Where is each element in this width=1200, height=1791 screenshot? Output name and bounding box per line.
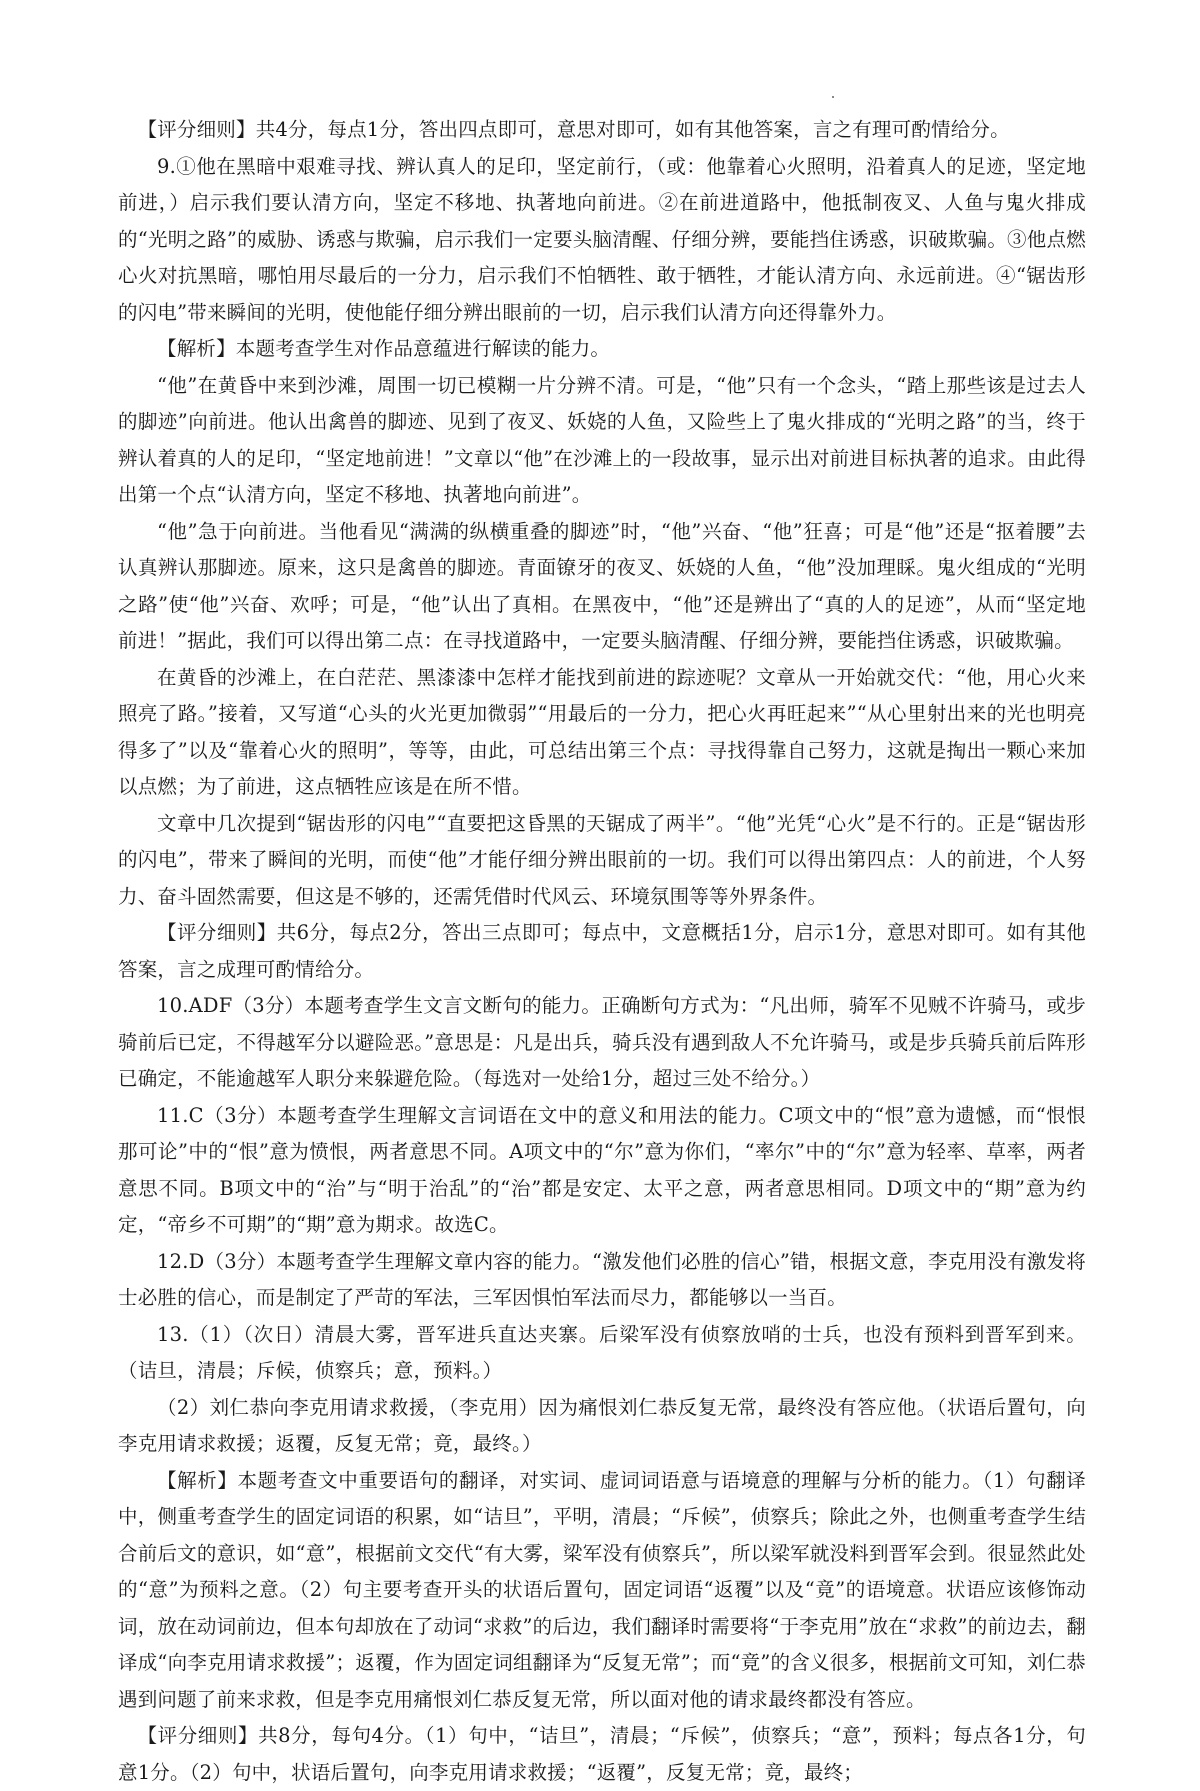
answer-10-paragraph: 10.ADF（3分）本题考查学生文言文断句的能力。正确断句方式为：“凡出师，骑军不见贼不许骑马，或步骑前后已定，不得越军分以避险恶。”意思是：凡是出兵，骑兵没有遇到敌人不允许骑马，或是步兵骑兵前后阵形已确定，不能逾越军人职分来躲避危险。（每选对一处给1分，超过三处不给分。）: [118, 994, 1086, 1090]
analysis-9-point-3: 在黄昏的沙滩上，在白茫茫、黑漆漆中怎样才能找到前进的踪迹呢？文章从一开始就交代：“他，用心火来照亮了路。”接着，又写道“心头的火光更加微弱”“用最后的一分力，把心火再旺起来”“从心里射出来的光也明亮得多了”以及“靠着心火的照明”，等等，由此，可总结出第三个点：寻找得靠自己努力，这就是掏出一颗心来加以点燃；为了前进，这点牺牲应该是在所不惜。: [118, 665, 1086, 798]
document-page: [118, 112, 1086, 1791]
scoring-rules-paragraph: 【评分细则】共4分，每点1分，答出四点即可，意思对即可，如有其他答案，言之有理可酌情给分。: [137, 118, 1010, 141]
scan-speck: [832, 96, 834, 98]
answer-12-paragraph: 12.D（3分）本题考查学生理解文章内容的能力。“激发他们必胜的信心”错，根据文意，李克用没有激发将士必胜的信心，而是制定了严苛的军法，三军因惧怕军法而尽力，都能够以一当百。: [118, 1249, 1086, 1309]
answer-9-paragraph: 9.①他在黑暗中艰难寻找、辨认真人的足印，坚定前行，（或：他靠着心火照明，沿着真人的足迹，坚定地前进，）启示我们要认清方向，坚定不移地、执著地向前进。②在前进道路中，他抵制夜叉、人鱼与鬼火排成的“光明之路”的威胁、诱惑与欺骗，启示我们一定要头脑清醒、仔细分辨，要能挡住诱惑，识破欺骗。③他点燃心火对抗黑暗，哪怕用尽最后的一分力，启示我们不怕牺牲、敢于牺牲，才能认清方向、永远前进。④“锯齿形的闪电”带来瞬间的光明，使他能仔细分辨出眼前的一切，启示我们认清方向还得靠外力。: [118, 154, 1086, 324]
analysis-9-point-1: “他”在黄昏中来到沙滩，周围一切已模糊一片分辨不清。可是，“他”只有一个念头，“踏上那些该是过去人的脚迹”向前进。他认出禽兽的脚迹、见到了夜叉、妖娆的人鱼，又险些上了鬼火排成的“光明之路”的当，终于辨认着真的人的足印，“坚定地前进！”文章以“他”在沙滩上的一段故事，显示出对前进目标执著的追求。由此得出第一个点“认清方向，坚定不移地、执著地向前进”。: [118, 373, 1086, 506]
scoring-rules-13: 【评分细则】共8分，每句4分。（1）句中，“诘旦”，清晨；“斥候”，侦察兵；“意”，预料；每点各1分，句意1分。（2）句中，状语后置句，向李克用请求救援；“返覆”，反复无常；竟，最终；: [118, 1724, 1086, 1784]
analysis-13-paragraph: 【解析】本题考查文中重要语句的翻译，对实词、虚词词语意与语境意的理解与分析的能力。（1）句翻译中，侧重考查学生的固定词语的积累，如“诘旦”，平明，清晨；“斥候”，侦察兵；除此之外，也侧重考查学生结合前后文的意识，如“意”，根据前文交代“有大雾，梁军没有侦察兵”，所以梁军就没料到晋军会到。很显然此处的“意”为预料之意。（2）句主要考查开头的状语后置句，固定词语“返覆”以及“竟”的语境意。状语应该修饰动词，放在动词前边，但本句却放在了动词“求救”的后边，我们翻译时需要将“于李克用”放在“求救”的前边去，翻译成“向李克用请求救援”；返覆，作为固定词组翻译为“反复无常”；而“竟”的含义很多，根据前文可知，刘仁恭遇到问题了前来求救，但是李克用痛恨刘仁恭反复无常，所以面对他的请求最终都没有答应。: [118, 1468, 1086, 1711]
analysis-9-point-2: “他”急于向前进。当他看见“满满的纵横重叠的脚迹”时，“他”兴奋、“他”狂喜；可是“他”还是“抠着腰”去认真辨认那脚迹。原来，这只是禽兽的脚迹。青面镣牙的夜叉、妖娆的人鱼，“他”没加理睬。鬼火组成的“光明之路”使“他”兴奋、欢呼；可是，“他”认出了真相。在黑夜中，“他”还是辨出了“真的人的足迹”，从而“坚定地前进！”据此，我们可以得出第二点：在寻找道路中，一定要头脑清醒、仔细分辨，要能挡住诱惑，识破欺骗。: [118, 519, 1086, 652]
scoring-rules-9: 【评分细则】共6分，每点2分，答出三点即可；每点中，文意概括1分，启示1分，意思对即可。如有其他答案，言之成理可酌情给分。: [118, 921, 1086, 981]
answer-13-2-paragraph: （2）刘仁恭向李克用请求救援，（李克用）因为痛恨刘仁恭反复无常，最终没有答应他。（状语后置句，向李克用请求救援；返覆，反复无常；竟，最终。）: [118, 1395, 1086, 1455]
analysis-9-heading: 【解析】本题考查学生对作品意蕴进行解读的能力。: [157, 337, 611, 360]
answer-11-paragraph: 11.C（3分）本题考查学生理解文言词语在文中的意义和用法的能力。C项文中的“恨”意为遗憾，而“恨恨那可论”中的“恨”意为愤恨，两者意思不同。A项文中的“尔”意为你们，“率尔”中的“尔”意为轻率、草率，两者意思不同。B项文中的“治”与“明于治乱”的“治”都是安定、太平之意，两者意思相同。D项文中的“期”意为约定，“帝乡不可期”的“期”意为期求。故选C。: [118, 1103, 1086, 1236]
answer-13-1-paragraph: 13.（1）（次日）清晨大雾，晋军进兵直达夹寨。后梁军没有侦察放哨的士兵，也没有预料到晋军到来。（诘旦，清晨；斥候，侦察兵；意，预料。）: [118, 1322, 1086, 1382]
analysis-9-point-4: 文章中几次提到“锯齿形的闪电”“直要把这昏黑的天锯成了两半”。“他”光凭“心火”是不行的。正是“锯齿形的闪电”，带来了瞬间的光明，而使“他”才能仔细分辨出眼前的一切。我们可以得出第四点：人的前进，个人努力、奋斗固然需要，但这是不够的，还需凭借时代风云、环境氛围等等外界条件。: [118, 811, 1086, 908]
